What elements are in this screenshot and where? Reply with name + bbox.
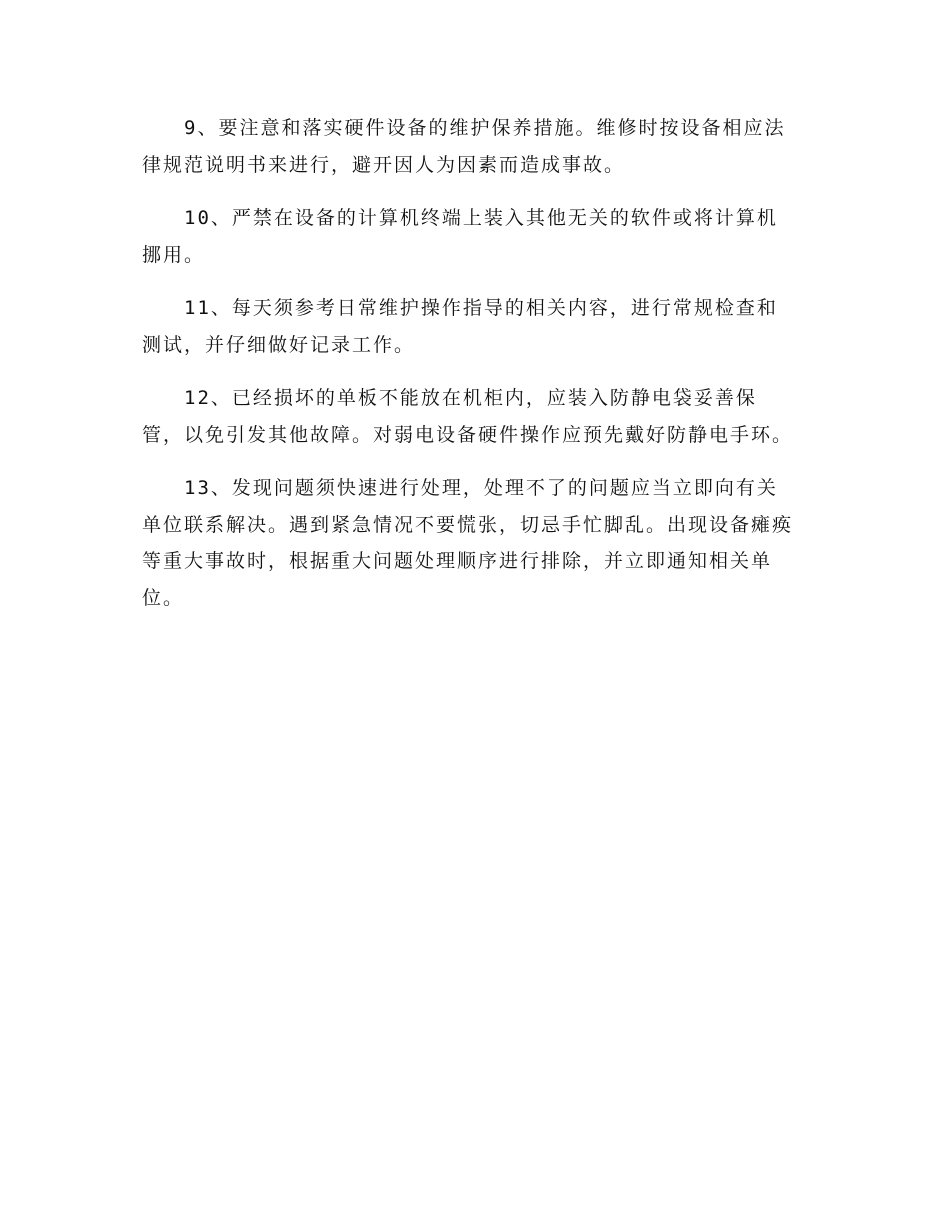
document-body [142,110,798,633]
paragraph-item-11: 11、每天须参考日常维护操作指导的相关内容，进行常规检查和测试，并仔细做好记录工作。 [142,297,778,356]
paragraph-item-12: 12、已经损坏的单板不能放在机柜内，应装入防静电袋妥善保管，以免引发其他故障。对弱电设备硬件操作应预先戴好防静电手环。 [142,387,794,446]
paragraph-item-10: 10、严禁在设备的计算机终端上装入其他无关的软件或将计算机挪用。 [142,207,778,266]
paragraph-item-9: 9、要注意和落实硬件设备的维护保养措施。维修时按设备相应法律规范说明书来进行，避开因人为因素而造成事故。 [142,117,786,176]
paragraph-item-13: 13、发现问题须快速进行处理，处理不了的问题应当立即向有关单位联系解决。遇到紧急情况不要慌张，切忌手忙脚乱。出现设备瘫痪等重大事故时，根据重大问题处理顺序进行排除，并立即通知相关单位。 [142,477,794,609]
